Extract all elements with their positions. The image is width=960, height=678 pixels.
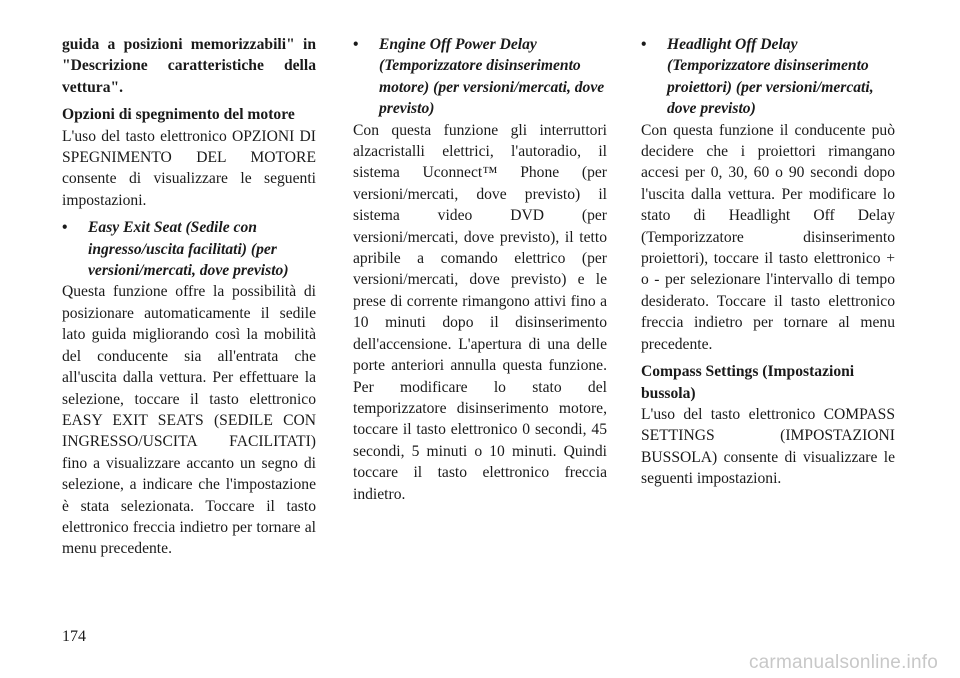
bullet-icon: • [62, 219, 68, 237]
bullet-icon: • [353, 36, 359, 53]
bullet-label: Headlight Off Delay (Temporizzatore disinserimento proiettori) (per versioni/mercati, dove previsto) [667, 36, 874, 118]
page-number: 174 [62, 628, 86, 645]
column-middle [353, 34, 607, 511]
body-text: Con questa funzione il conducente può decidere che i proiettori rimangano accesi per 0, 30, 60 o 90 secondi dopo l'uscita dalla vettura. Per modificare lo stato di Headlight Off Delay (Temporizzatore disinserimento proiettori), toccare il tasto elettronico + o - per selezionare l'intervallo di tempo desiderato. Toccare il tasto elettronico freccia indietro per tornare al menu precedente. [641, 121, 895, 353]
watermark: carmanualsonline.info [748, 652, 938, 673]
body-text: Con questa funzione gli interruttori alzacristalli elettrici, l'autoradio, il sistema Uconnect™ Phone (per versioni/mercati, dove previsto) il sistema video DVD (per versioni/mercati, dove previsto), il tetto apribile a comando elettrico (per versioni/mercati, dove previsto) e le prese di corrente rimangono attivi fino a 10 minuti dopo il disinserimento dell'accensione. L'apertura di una delle porte anteriori annulla questa funzione. Per modificare lo stato del temporizzatore disinserimento motore, toccare il tasto elettronico 0 secondi, 45 secondi, 5 minuti o 10 minuti. Quindi toccare il tasto elettronico freccia indietro. [353, 121, 607, 503]
section-heading: Opzioni di spegnimento del motore [62, 106, 295, 124]
intro-text: guida a posizioni memorizzabili" in "Descrizione caratteristiche della vettura". [62, 36, 316, 96]
column-left [62, 34, 316, 566]
body-text: Questa funzione offre la possibilità di posizionare automaticamente il sedile lato guida migliorando così la mobilità del conducente sia all'entrata che all'uscita dalla vettura. Per effettuare la selezione, toccare il tasto elettronico EASY EXIT SEATS (SEDILE CON INGRESSO/USCITA FACILITATI) fino a visualizzare accanto un segno di selezione, a indicare che l'impostazione è stata selezionata. Toccare il tasto elettronico freccia indietro per tornare al menu precedente. [62, 283, 316, 558]
body-text: L'uso del tasto elettronico COMPASS SETTINGS (IMPOSTAZIONI BUSSOLA) consente di visualizzare le seguenti impostazioni. [641, 405, 895, 488]
body-text: L'uso del tasto elettronico OPZIONI DI SPEGNIMENTO DEL MOTORE consente di visualizzare le seguenti impostazioni. [62, 127, 316, 209]
bullet-item [353, 34, 607, 120]
bullet-label: Engine Off Power Delay (Temporizzatore disinserimento motore) (per versioni/mercati, dove previsto) [379, 36, 605, 118]
column-right [641, 34, 895, 496]
bullet-item [62, 217, 316, 281]
section-heading: Compass Settings (Impostazioni bussola) [641, 363, 855, 402]
bullet-icon: • [641, 36, 647, 53]
bullet-label: Easy Exit Seat (Sedile con ingresso/uscita facilitati) (per versioni/mercati, dove previsto) [88, 219, 289, 280]
bullet-item [641, 34, 895, 120]
